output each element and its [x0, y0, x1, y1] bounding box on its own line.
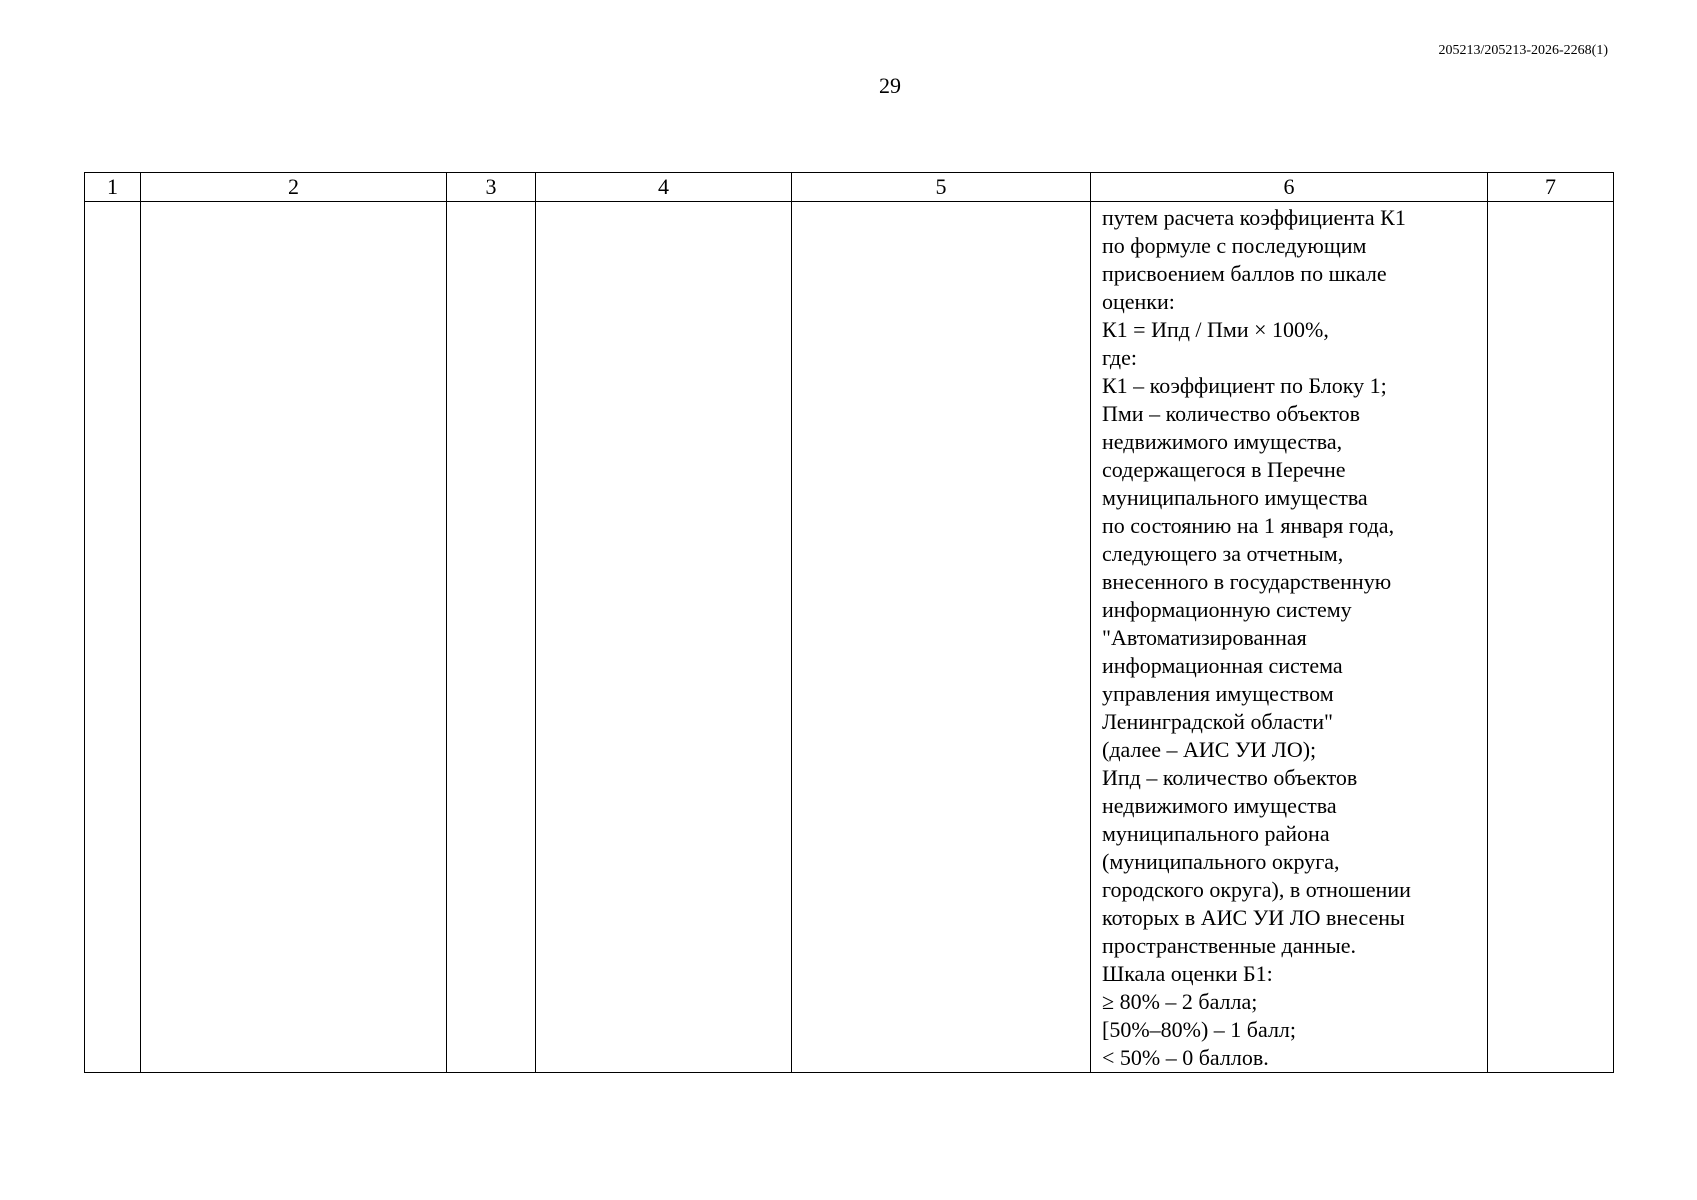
- column-number-row: [85, 173, 1614, 202]
- text-line: ≥ 80% – 2 балла;: [1102, 989, 1258, 1014]
- cell-col6: [1091, 202, 1488, 1073]
- column-header-2: 2: [141, 173, 447, 202]
- text-line: (муниципального округа,: [1102, 849, 1340, 874]
- text-line: присвоением баллов по шкале: [1102, 261, 1387, 286]
- cell-col2: [141, 202, 447, 1073]
- text-line: муниципального района: [1102, 821, 1330, 846]
- text-line: по состоянию на 1 января года,: [1102, 513, 1395, 538]
- text-line: где:: [1102, 345, 1137, 370]
- text-line: [50%–80%) – 1 балл;: [1102, 1017, 1297, 1042]
- text-line: К1 – коэффициент по Блоку 1;: [1102, 373, 1387, 398]
- document-id: 205213/205213-2026-2268(1): [1438, 43, 1608, 58]
- column-header-3: 3: [447, 173, 536, 202]
- cell-col4: [536, 202, 792, 1073]
- text-line: К1 = Ипд / Пми × 100%,: [1102, 317, 1329, 342]
- text-line: недвижимого имущества,: [1102, 429, 1343, 454]
- text-line: Ипд – количество объектов: [1102, 765, 1358, 790]
- text-line: управления имуществом: [1102, 681, 1334, 706]
- text-line: < 50% – 0 баллов.: [1102, 1045, 1269, 1070]
- text-line: Ленинградской области": [1102, 709, 1333, 734]
- text-line: "Автоматизированная: [1102, 625, 1307, 650]
- text-line: по формуле с последующим: [1102, 233, 1367, 258]
- cell-col3: [447, 202, 536, 1073]
- text-line: путем расчета коэффициента К1: [1102, 205, 1406, 230]
- text-line: информационная система: [1102, 653, 1343, 678]
- column-header-5: 5: [792, 173, 1091, 202]
- text-line: которых в АИС УИ ЛО внесены: [1102, 905, 1405, 930]
- text-line: недвижимого имущества: [1102, 793, 1337, 818]
- text-line: муниципального имущества: [1102, 485, 1368, 510]
- text-line: (далее – АИС УИ ЛО);: [1102, 737, 1317, 762]
- table-row: [85, 202, 1614, 1073]
- column-header-7: 7: [1488, 173, 1614, 202]
- text-line: оценки:: [1102, 289, 1175, 314]
- text-line: пространственные данные.: [1102, 933, 1357, 958]
- cell-col7: [1488, 202, 1614, 1073]
- cell-col1: [85, 202, 141, 1073]
- column-header-6: 6: [1091, 173, 1488, 202]
- calculation-method-text: [1091, 202, 1487, 1072]
- cell-col5: [792, 202, 1091, 1073]
- criteria-table: [84, 172, 1614, 1073]
- text-line: внесенного в государственную: [1102, 569, 1392, 594]
- column-header-1: 1: [85, 173, 141, 202]
- page-number: 29: [879, 73, 901, 98]
- text-line: следующего за отчетным,: [1102, 541, 1344, 566]
- text-line: Шкала оценки Б1:: [1102, 961, 1273, 986]
- text-line: Пми – количество объектов: [1102, 401, 1361, 426]
- column-header-4: 4: [536, 173, 792, 202]
- text-line: городского округа), в отношении: [1102, 877, 1411, 902]
- text-line: информационную систему: [1102, 597, 1352, 622]
- text-line: содержащегося в Перечне: [1102, 457, 1346, 482]
